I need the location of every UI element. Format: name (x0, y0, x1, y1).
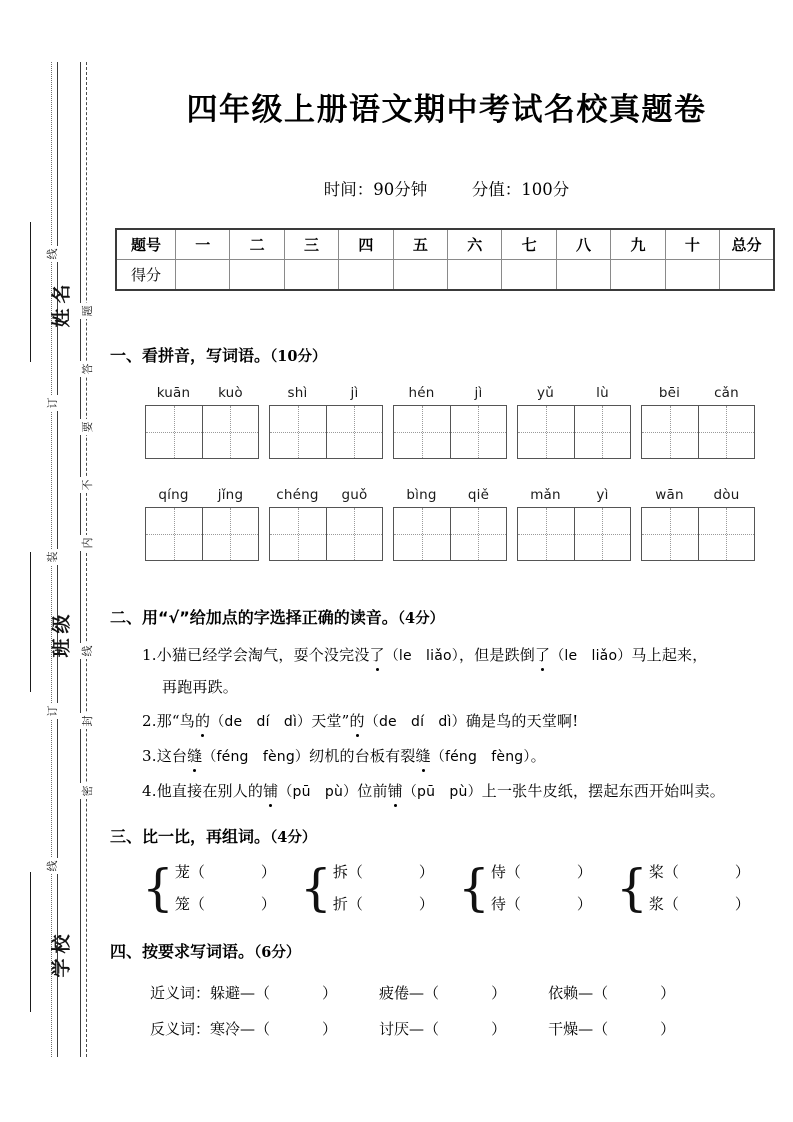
seal-dashed-mark: 密 (76, 783, 98, 799)
tianzige-box[interactable] (641, 507, 755, 561)
pinyin-syllable: bìng (406, 487, 437, 503)
emphasized-char: 铺 (387, 782, 403, 800)
pinyin-syllable: jì (474, 385, 483, 401)
item-text: 上一张牛皮纸，摆起东西开始叫卖。 (481, 782, 725, 800)
seal-dashed-mark: 内 (76, 535, 98, 551)
pinyin-options[interactable]: （pū pù） (278, 784, 358, 800)
tianzige-cell[interactable] (698, 406, 754, 458)
compare-pair-2 (300, 856, 460, 920)
tianzige-cell[interactable] (202, 406, 258, 458)
item-number: 1. (142, 646, 157, 664)
item-number: 4. (142, 782, 157, 800)
tianzige-box[interactable] (393, 507, 507, 561)
emphasized-char: 的 (195, 712, 211, 730)
section-4-title: 按要求写词语。 (142, 942, 255, 961)
item-text: 马上起来， (631, 646, 708, 664)
pinyin-group (269, 385, 383, 459)
close-paren: ） (660, 984, 676, 1002)
score-cell[interactable] (611, 260, 665, 291)
tianzige-cell[interactable] (394, 406, 450, 458)
item-number: 2. (142, 712, 157, 730)
synonym-row (150, 982, 675, 1003)
tianzige-box[interactable] (393, 405, 507, 459)
seal-dashed-mark: 封 (76, 713, 98, 729)
antonym-label: 反义词： (150, 1020, 211, 1038)
close-paren: ） (491, 984, 507, 1002)
compare-char: 待（ (490, 895, 521, 913)
pinyin-group (641, 487, 755, 561)
pinyin-syllable: qiě (467, 487, 490, 503)
section-4-number: 四、 (110, 942, 143, 961)
exam-sheet (100, 0, 793, 1122)
section-3-number: 三、 (110, 827, 143, 846)
page-title: 四年级上册语文期中考试名校真题卷 (186, 92, 707, 128)
item-text: 这台 (156, 747, 188, 765)
exam-meta (100, 176, 793, 200)
pinyin-labels (517, 385, 631, 401)
item-text: 那“鸟 (156, 712, 195, 730)
score-cell[interactable] (502, 260, 556, 291)
pinyin-labels (269, 487, 383, 503)
close-paren: ） (322, 1020, 338, 1038)
score-cell[interactable] (393, 260, 447, 291)
pinyin-syllable: shì (287, 385, 308, 401)
section-2-item-1-line-2: 再跑再跌。 (162, 678, 239, 696)
tianzige-cell[interactable] (270, 508, 326, 560)
compare-close-paren: ） (576, 863, 592, 881)
section-4-heading (110, 939, 300, 962)
pinyin-syllable: wān (655, 487, 684, 503)
pinyin-options[interactable]: （le liǎo） (384, 648, 459, 664)
pinyin-options[interactable]: （le liǎo） (550, 648, 632, 664)
student-name-rule (30, 222, 31, 362)
exam-duration: 时间：90分钟 (323, 180, 428, 199)
pinyin-syllable: jì (350, 385, 359, 401)
antonym-row (150, 1018, 675, 1039)
word-prompt: 寒冷—（ (210, 1020, 271, 1038)
compare-char: 笼（ (174, 895, 205, 913)
section-2-item-4 (142, 780, 725, 801)
section-2-item-1-line-1 (142, 644, 707, 665)
tianzige-box[interactable] (269, 507, 383, 561)
synonym-label: 近义词： (150, 984, 211, 1002)
compare-close-paren: ） (734, 895, 750, 913)
pinyin-options[interactable]: （pū pù） (402, 784, 482, 800)
score-table-col-total: 总分 (720, 229, 774, 260)
section-2-item-3 (142, 745, 546, 766)
section-1-points: （10分） (270, 348, 327, 365)
pinyin-syllable: qíng (158, 487, 189, 503)
pinyin-syllable: kuò (218, 385, 243, 401)
pinyin-group (145, 487, 259, 561)
score-table-rowhead: 得分 (116, 260, 176, 291)
compare-char: 拆（ (332, 863, 363, 881)
tianzige-box[interactable] (641, 405, 755, 459)
section-2-item-2 (142, 710, 578, 731)
item-text: 。 (530, 747, 546, 765)
seal-dashed-mark: 要 (76, 419, 98, 435)
score-table-col: 五 (393, 229, 447, 260)
pinyin-labels (145, 385, 259, 401)
score-cell[interactable] (339, 260, 393, 291)
section-3-points: （4分） (270, 829, 317, 846)
pinyin-syllable: guǒ (341, 487, 368, 503)
score-table-col: 一 (176, 229, 230, 260)
seal-dotted-mark: 装 (41, 549, 63, 565)
score-cell-total[interactable] (720, 260, 774, 291)
seal-rule-inner (80, 62, 81, 1057)
seal-dotted-mark: 订 (41, 703, 63, 719)
pinyin-options[interactable]: （de dí dì） (210, 714, 312, 730)
pinyin-syllable: lù (596, 385, 609, 401)
tianzige-box[interactable] (517, 507, 631, 561)
score-table-rowhead: 题号 (116, 229, 176, 260)
word-prompt: 疲倦—（ (379, 984, 440, 1002)
word-prompt: 干燥—（ (548, 1020, 609, 1038)
item-number: 3. (142, 747, 157, 765)
pinyin-options[interactable]: （féng fèng） (430, 749, 531, 765)
word-prompt: 躲避—（ (210, 984, 271, 1002)
compare-close-paren: ） (734, 863, 750, 881)
score-table-col: 三 (284, 229, 338, 260)
seal-dashed-mark: 不 (76, 477, 98, 493)
student-class-label: 班级 (50, 609, 73, 658)
seal-dotted-mark: 线 (41, 246, 63, 262)
compare-close-paren: ） (418, 895, 434, 913)
item-text: 小猫已经学会淘气，耍个没完没 (156, 646, 370, 664)
pinyin-syllable: dòu (713, 487, 740, 503)
tianzige-box[interactable] (269, 405, 383, 459)
pinyin-options[interactable]: （de dí dì） (364, 714, 466, 730)
emphasized-char: 缝 (187, 747, 203, 765)
emphasized-char: 的 (349, 712, 365, 730)
tianzige-cell[interactable] (698, 508, 754, 560)
item-text: 他直接在别人的 (156, 782, 264, 800)
tianzige-cell[interactable] (394, 508, 450, 560)
section-1-title: 看拼音，写词语。 (142, 346, 271, 365)
curly-brace-icon: { (458, 859, 490, 917)
pinyin-labels (393, 487, 507, 503)
tianzige-cell[interactable] (518, 406, 574, 458)
curly-brace-icon: { (616, 859, 648, 917)
pinyin-labels (269, 385, 383, 401)
item-text: 位前 (357, 782, 388, 800)
score-cell[interactable] (448, 260, 502, 291)
pinyin-labels (145, 487, 259, 503)
pinyin-syllable: yì (596, 487, 609, 503)
student-name-label: 姓名 (50, 279, 73, 328)
tianzige-cell[interactable] (642, 508, 698, 560)
tianzige-cell[interactable] (326, 508, 382, 560)
score-table-col: 八 (556, 229, 610, 260)
pinyin-syllable: bēi (658, 385, 681, 401)
word-prompt: 讨厌—（ (379, 1020, 440, 1038)
compare-pair-3 (458, 856, 618, 920)
tianzige-cell[interactable] (450, 406, 506, 458)
pinyin-group (517, 487, 631, 561)
pinyin-syllable: jǐng (217, 487, 244, 503)
pinyin-labels (641, 385, 755, 401)
seal-dashed-mark: 答 (76, 361, 98, 377)
tianzige-cell[interactable] (202, 508, 258, 560)
score-cell[interactable] (176, 260, 230, 291)
tianzige-cell[interactable] (518, 508, 574, 560)
compare-char: 茏（ (174, 863, 205, 881)
pinyin-syllable: yǔ (537, 385, 554, 401)
pinyin-options[interactable]: （féng fèng） (202, 749, 310, 765)
seal-dashed-mark: 题 (76, 303, 98, 319)
seal-rule-dashed (86, 62, 87, 1057)
compare-char: 桨（ (648, 863, 679, 881)
pinyin-syllable: chéng (276, 487, 319, 503)
compare-char: 折（ (332, 895, 363, 913)
section-2-number: 二、 (110, 608, 143, 627)
emphasized-char: 铺 (263, 782, 279, 800)
student-school-rule (30, 872, 31, 1012)
section-4-points: （6分） (254, 944, 301, 961)
score-table-col: 七 (502, 229, 556, 260)
pinyin-group (517, 385, 631, 459)
tianzige-cell[interactable] (642, 406, 698, 458)
section-2-title: 用“√”给加点的字选择正确的读音。 (142, 608, 398, 627)
seal-dotted-mark: 线 (41, 858, 63, 874)
emphasized-char: 了 (534, 646, 551, 664)
item-text: 纫机的台板有裂 (309, 747, 416, 765)
seal-dashed-mark: 线 (76, 643, 98, 659)
pinyin-syllable: cǎn (714, 385, 739, 401)
seal-margin (0, 0, 100, 1122)
compare-row[interactable] (333, 856, 434, 888)
seal-dotted-mark: 订 (41, 395, 63, 411)
compare-close-paren: ） (576, 895, 592, 913)
close-paren: ） (322, 984, 338, 1002)
tianzige-cell[interactable] (146, 406, 202, 458)
pinyin-labels (393, 385, 507, 401)
tianzige-cell[interactable] (270, 406, 326, 458)
item-text: ，但是跌倒 (458, 646, 535, 664)
tianzige-box[interactable] (145, 507, 259, 561)
close-paren: ） (491, 1020, 507, 1038)
table-row (116, 260, 774, 291)
tianzige-box[interactable] (145, 405, 259, 459)
pinyin-group (269, 487, 383, 561)
score-cell[interactable] (284, 260, 338, 291)
section-2-points: （4分） (397, 610, 445, 627)
word-prompt: 依赖—（ (548, 984, 609, 1002)
section-1-heading (110, 343, 326, 366)
score-table-col: 四 (339, 229, 393, 260)
section-2-heading (110, 605, 444, 628)
section-1-number: 一、 (110, 346, 143, 365)
student-school-label: 学校 (50, 929, 73, 978)
pinyin-labels (517, 487, 631, 503)
pinyin-syllable: hén (408, 385, 435, 401)
score-cell[interactable] (665, 260, 719, 291)
tianzige-box[interactable] (517, 405, 631, 459)
compare-close-paren: ） (260, 895, 276, 913)
exam-total-points: 分值：100分 (471, 180, 570, 199)
compare-row[interactable] (649, 856, 750, 888)
close-paren: ） (660, 1020, 676, 1038)
compare-row[interactable] (175, 856, 276, 888)
pinyin-group (393, 487, 507, 561)
section-3-heading (110, 824, 316, 847)
compare-close-paren: ） (418, 863, 434, 881)
item-text: 确是鸟的天堂啊! (465, 712, 579, 730)
compare-row[interactable] (491, 888, 592, 920)
compare-row[interactable] (649, 888, 750, 920)
curly-brace-icon: { (300, 859, 332, 917)
table-row (116, 229, 774, 260)
pinyin-syllable: mǎn (530, 487, 561, 503)
item-text: 天堂” (311, 712, 350, 730)
compare-pair-4 (616, 856, 776, 920)
tianzige-cell[interactable] (574, 508, 630, 560)
tianzige-cell[interactable] (450, 508, 506, 560)
score-table (115, 228, 775, 291)
emphasized-char: 了 (369, 646, 385, 664)
emphasized-char: 缝 (415, 747, 431, 765)
pinyin-group (641, 385, 755, 459)
compare-row[interactable] (175, 888, 276, 920)
curly-brace-icon: { (142, 859, 174, 917)
score-table-col: 十 (665, 229, 719, 260)
pinyin-labels (641, 487, 755, 503)
pinyin-syllable: kuān (156, 385, 191, 401)
score-cell[interactable] (556, 260, 610, 291)
compare-close-paren: ） (260, 863, 276, 881)
pinyin-group (393, 385, 507, 459)
student-class-rule (30, 552, 31, 692)
score-table-col: 九 (611, 229, 665, 260)
compare-char: 侍（ (490, 863, 521, 881)
section-3-title: 比一比，再组词。 (142, 827, 271, 846)
compare-pair-1 (142, 856, 302, 920)
compare-row[interactable] (491, 856, 592, 888)
tianzige-cell[interactable] (146, 508, 202, 560)
compare-char: 浆（ (648, 895, 679, 913)
score-table-col: 二 (230, 229, 284, 260)
tianzige-cell[interactable] (326, 406, 382, 458)
score-cell[interactable] (230, 260, 284, 291)
compare-row[interactable] (333, 888, 434, 920)
tianzige-cell[interactable] (574, 406, 630, 458)
pinyin-group (145, 385, 259, 459)
score-table-col: 六 (448, 229, 502, 260)
